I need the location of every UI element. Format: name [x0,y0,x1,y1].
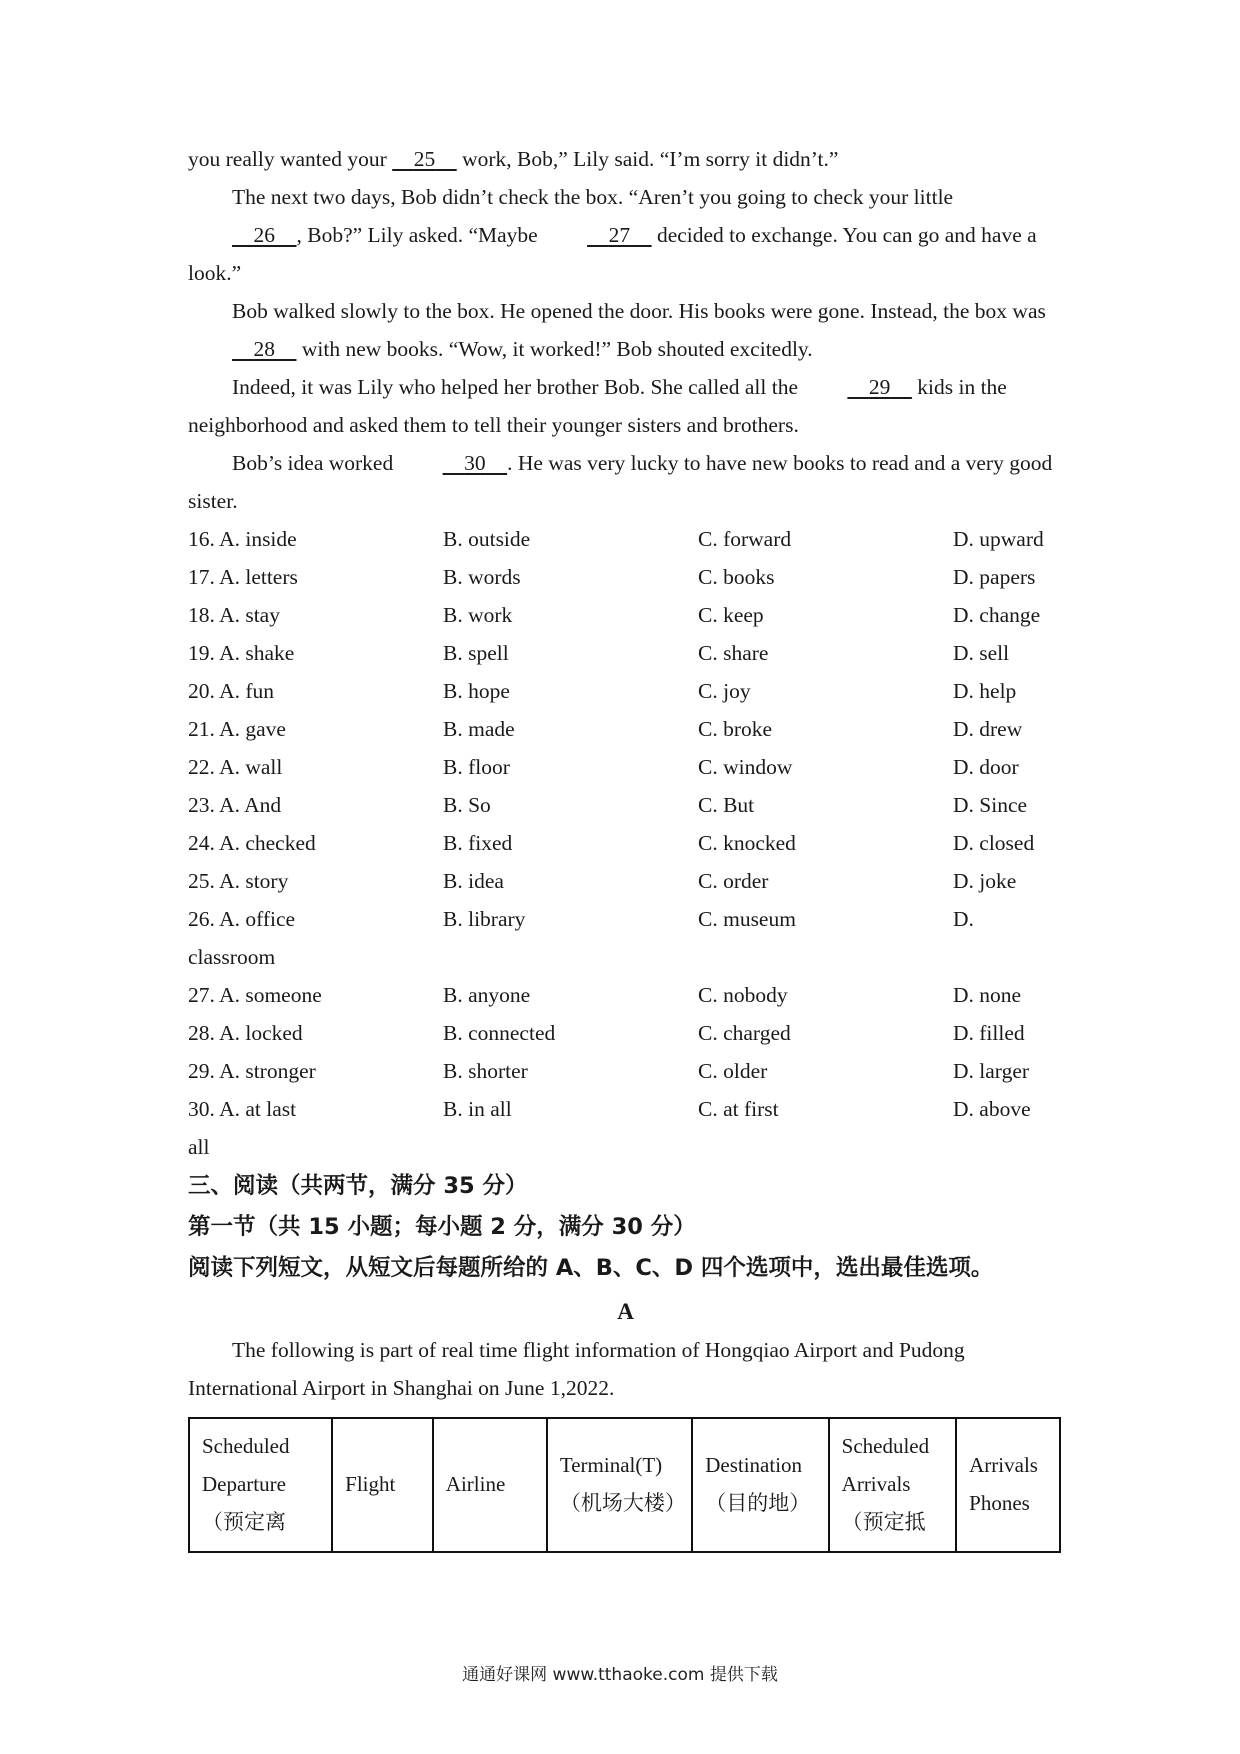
passage-line-1: you really wanted your 25 work, Bob,” Lily said. “I’m sorry it didn’t.” [188,140,1063,178]
option-row-29: 29. A. stronger B. shorter C. older D. larger [188,1059,1030,1083]
option-row-16: 16. A. inside B. outside C. forward D. upward [188,527,1044,551]
section-heading: 三、阅读（共两节，满分 35 分） [188,1173,528,1199]
option-26-wrap: classroom [188,945,276,969]
table-header-row [189,1418,1060,1552]
option-row-24: 24. A. checked B. fixed C. knocked D. closed [188,831,1035,855]
flight-info-table [188,1417,1061,1553]
option-row-25: 25. A. story B. idea C. order D. joke [188,869,1017,893]
blank-30: 30 [464,451,486,475]
option-row-17: 17. A. letters B. words C. books D. papers [188,565,1036,589]
blank-25: 25 [413,147,436,171]
blank-28: 28 [253,337,275,361]
blank-29: 29 [868,375,891,399]
option-row-27: 27. A. someone B. anyone C. nobody D. none [188,983,1022,1007]
header-flight: Flight [332,1418,433,1552]
section-instruction: 阅读下列短文，从短文后每题所给的 A、B、C、D 四个选项中，选出最佳选项。 [188,1255,994,1281]
option-row-30: 30. A. at last B. in all C. at first D. above [188,1097,1031,1121]
header-destination: Destination （目的地） [692,1418,828,1552]
option-row-26: 26. A. office B. library C. museum D. [188,907,974,931]
document-page [188,140,1063,1553]
page-footer: 通通好课网 www.tthaoke.com 提供下载 [462,1665,778,1685]
option-30-wrap: all [188,1135,210,1159]
blank-26: 26 [253,223,275,247]
passage-paragraph-5: Bob’s idea worked 30 . He was very lucky to have new books to read and a very good sister. [188,444,1063,520]
passage-paragraph-4: Indeed, it was Lily who helped her brother Bob. She called all the 29 kids in the neighborhood and asked them to tell their younger sisters and brothers. [188,368,1063,444]
option-row-22: 22. A. wall B. floor C. window D. door [188,755,1019,779]
blank-27: 27 [608,223,631,247]
header-scheduled-departure: Scheduled Departure （预定离 [189,1418,332,1552]
header-scheduled-arrivals: Scheduled Arrivals （预定抵 [829,1418,956,1552]
reading-a-title: A [617,1299,634,1324]
option-row-20: 20. A. fun B. hope C. joy D. help [188,679,1017,703]
option-row-19: 19. A. shake B. spell C. share D. sell [188,641,1010,665]
passage-paragraph-2: The next two days, Bob didn’t check the box. “Aren’t you going to check your little 26 , Bob?” Lily asked. “Maybe 27 decided to exchange. You can go and have a look.” [188,185,1037,285]
header-airline: Airline [433,1418,547,1552]
header-terminal: Terminal(T) （机场大楼） [547,1418,692,1552]
option-row-18: 18. A. stay B. work C. keep D. change [188,603,1041,627]
option-row-21: 21. A. gave B. made C. broke D. drew [188,717,1023,741]
option-row-23: 23. A. And B. So C. But D. Since [188,793,1028,817]
option-row-28: 28. A. locked B. connected C. charged D. filled [188,1021,1025,1045]
passage-paragraph-3: Bob walked slowly to the box. He opened the door. His books were gone. Instead, the box was 28 with new books. “Wow, it worked!” Bob shouted excitedly. [188,292,1063,368]
section-subheading: 第一节（共 15 小题；每小题 2 分，满分 30 分） [188,1214,696,1240]
reading-a-intro: The following is part of real time flight information of Hongqiao Airport and Pudong International Airport in Shanghai on June 1,2022. [188,1338,965,1400]
header-arrivals-phones: Arrivals Phones [956,1418,1060,1552]
options-list [188,520,1063,1166]
